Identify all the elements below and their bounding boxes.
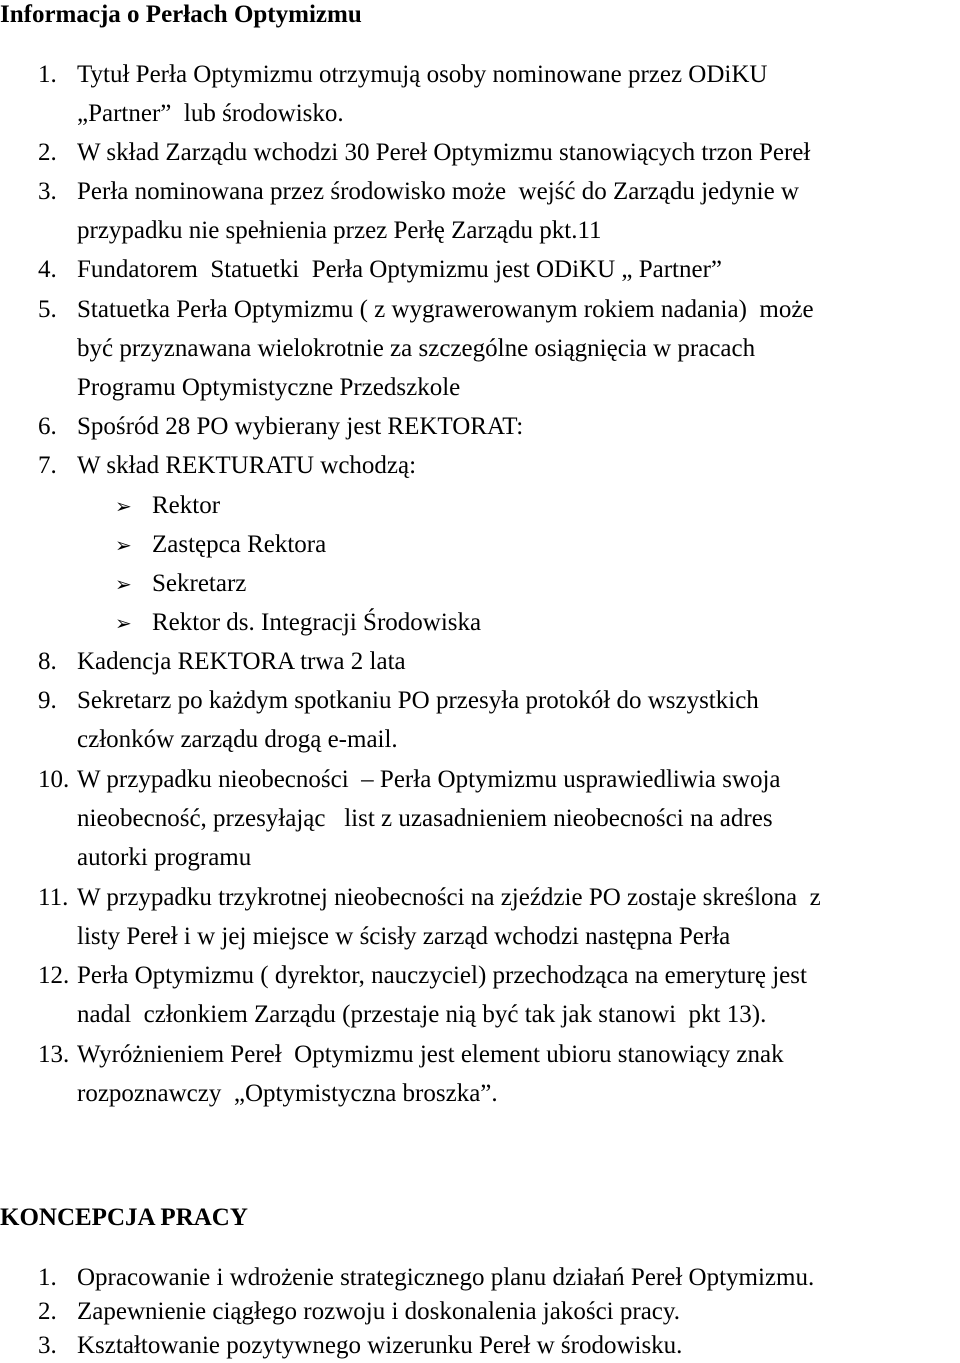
list-text: Zapewnienie ciągłego rozwoju i doskonalenia jakości pracy.: [77, 1298, 681, 1325]
arrow-bullet-icon: ➢: [115, 494, 132, 518]
list-text: W przypadku trzykrotnej nieobecności na zjeździe PO zostaje skreślona z listy Pereł i w jej miejsce w ścisły zarząd wchodzi następna Perła: [77, 884, 821, 950]
list-text: W przypadku nieobecności – Perła Optymizmu usprawiedliwia swoja nieobecność, przesyłając list z uzasadnieniem nieobecności na adres autorki programu: [77, 766, 781, 871]
list-number: 10.: [38, 766, 70, 793]
sub-list-item: ➢ Rektor: [115, 486, 220, 526]
list-number: 1.: [38, 61, 57, 88]
list-number: 4.: [38, 256, 57, 283]
list-text: Kadencja REKTORA trwa 2 lata: [77, 648, 406, 675]
list-number: 6.: [38, 413, 57, 440]
list-text: Wyróżnieniem Pereł Optymizmu jest element ubioru stanowiący znak rozpoznawczy „Optymistyczna broszka”.: [77, 1041, 784, 1107]
list-text: Perła Optymizmu ( dyrektor, nauczyciel) przechodząca na emeryturę jest nadal członkiem Zarządu (przestaje nią być tak jak stanowi pkt 13).: [77, 962, 807, 1028]
list-number: 3.: [38, 1332, 57, 1359]
sub-list-item: ➢ Sekretarz: [115, 564, 246, 604]
list-text: Tytuł Perła Optymizmu otrzymują osoby nominowane przez ODiKU „Partner” lub środowisko.: [77, 61, 768, 127]
list-text: Sekretarz po każdym spotkaniu PO przesyła protokół do wszystkich członków zarządu drogą e-mail.: [77, 687, 759, 753]
list-text: Statuetka Perła Optymizmu ( z wygrawerowanym rokiem nadania) może być przyznawana wielokrotnie za szczególne osiągnięcia w pracach Programu Optymistyczne Przedszkole: [77, 296, 814, 401]
section-title-koncepcja: KONCEPCJA PRACY: [0, 1204, 248, 1231]
arrow-bullet-icon: ➢: [115, 533, 132, 557]
list-number: 2.: [38, 1298, 57, 1325]
sub-list-item: ➢ Zastępca Rektora: [115, 525, 326, 565]
list-number: 13.: [38, 1041, 70, 1068]
list-text: W skład Zarządu wchodzi 30 Pereł Optymizmu stanowiących trzon Pereł: [77, 139, 811, 166]
arrow-bullet-icon: ➢: [115, 572, 132, 596]
sub-list-item: ➢ Rektor ds. Integracji Środowiska: [115, 603, 481, 643]
list-number: 11.: [38, 884, 69, 911]
list-number: 2.: [38, 139, 57, 166]
section-title-informacja: Informacja o Perłach Optymizmu: [0, 1, 362, 28]
list-text: Fundatorem Statuetki Perła Optymizmu jest ODiKU „ Partner”: [77, 256, 723, 283]
list-text: Spośród 28 PO wybierany jest REKTORAT:: [77, 413, 524, 440]
arrow-bullet-icon: ➢: [115, 611, 132, 635]
list-number: 3.: [38, 178, 57, 205]
list-number: 12.: [38, 962, 70, 989]
list-number: 9.: [38, 687, 57, 714]
list-number: 1.: [38, 1264, 57, 1291]
list-number: 5.: [38, 296, 57, 323]
list-number: 7.: [38, 452, 57, 479]
list-text: W skład REKTURATU wchodzą:: [77, 452, 417, 479]
list-number: 8.: [38, 648, 57, 675]
list-text: Perła nominowana przez środowisko może wejść do Zarządu jedynie w przypadku nie spełnienia przez Perłę Zarządu pkt.11: [77, 178, 799, 244]
list-text: Opracowanie i wdrożenie strategicznego planu działań Pereł Optymizmu.: [77, 1264, 815, 1291]
list-text: Kształtowanie pozytywnego wizerunku Pereł w środowisku.: [77, 1332, 683, 1359]
